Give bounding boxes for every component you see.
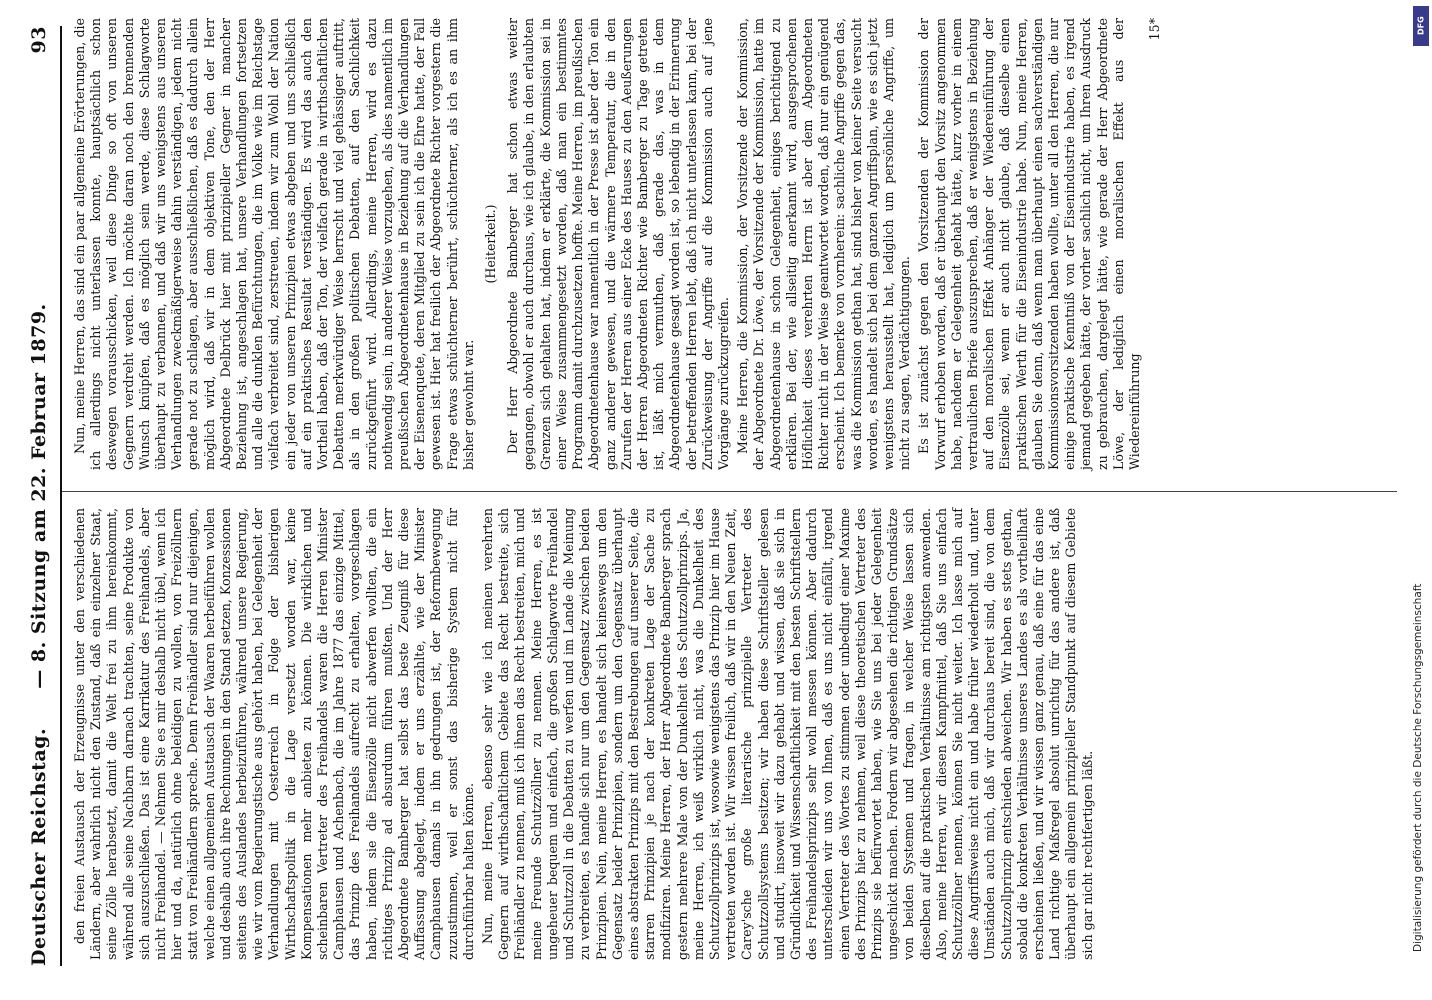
funding-caption: Digitalisierung gefördert durch die Deutsche Forschungsgemeinschaft <box>1412 583 1424 952</box>
left-column <box>72 508 1392 960</box>
header-title: Deutscher Reichstag. <box>28 727 50 966</box>
paragraph: den freien Austausch der Erzeugnisse unter den verschiedenen Ländern, aber wahrlich nicht den Zustand, daß ein einzelner Staat, seine Zölle herabsetzt, damit die Welt frei zu ihm hereinkommt, während alle seine Nachbarn darnach trachten, seine Produkte von sich auszuschließen. Das ist eine Karrikatur des Freihandels, aber nicht Freihandel. — Nehmen Sie es mir deshalb nicht übel, wenn ich hier und da, natürlich ohne beleidigen zu wollen, von Freizöllnern statt von Freihändlern spreche. Denn Freihändler sind nur diejenigen, welche einen allgemeinen Austausch der Waaren herbeiführen wollen und deshalb auch ihre Rechnungen in den Stand setzen, Konzessionen seitens des Auslandes herbeizuführen, während unsere Regierung, wie wir vom Regierungstische aus gehört haben, bei Gelegenheit der Verhandlungen mit Oesterreich in Folge der bisherigen Wirthschaftspolitik in die Lage versetzt worden war, keine Kompensationen mehr anbieten zu können. Die wirklichen und scheinbaren Vertreter des Freihandels waren die Herren Minister Camphausen und Achenbach, die im Jahre 1877 das einzige Mittel, das Prinzip des Freihandels aufrecht zu erhalten, vorgeschlagen haben, indem sie die Eisenzölle nicht abwerfen wollten, die ein richtiges Prinzip ad absurdum führen mußten. Und der Herr Abgeordnete Bamberger hat selbst das beste Zeugniß für diese Auffassung abgelegt, indem er uns erzählte, wie der Minister Camphausen damals in ihn gedrungen ist, der Reformbewegung zuzustimmen, weil er sonst das bisherige System nicht für durchführbar halten könne. <box>72 508 476 960</box>
paragraph: Meine Herren, die Kommission, der Vorsitzende der Kommission, der Abgeordnete Dr. Löwe, der Vorsitzende der Kommission, hatte im Abgeordnetenhause in schon Gelegenheit, einiges berichtigend zu erklären. Bei der, wie allseitig anerkannt wird, ausgesprochenen Höflichkeit dieses verehrten Herrn ist aber dem Abgeordneten Richter nicht in der Weise geantwortet worden, daß nur ein genügend erscheint. Ich bemerke von vornherein: sachliche Angriffe gegen das, was die Kommission gethan hat, sind bisher von keiner Seite versucht worden, es handelt sich bei dem ganzen Angriffsplan, wie es sich jetzt wenigstens herausstellt hat, lediglich um persönliche Angriffe, um nicht zu sagen, Verdächtigungen. <box>735 18 913 470</box>
column-divider <box>62 491 1397 492</box>
interjection: (Heiterkeit.) <box>483 204 499 284</box>
paragraph: Der Herr Abgeordnete Bamberger hat schon etwas weiter gegangen, obwohl er auch durchaus, wie ich glaube, in den erlaubten Grenzen sich gehalten hat, indem er erklärte, die Kommission sei in einer Weise zusammengesetzt worden, daß man ein bestimmtes Programm damit durchzusetzen hoffte. Meine Herren, im preußischen Abgeordnetenhause war namentlich in der Presse ist aber der Ton ein ganz anderer gewesen, und die wärmere Temperatur, die in den Zurufen der Herren aus einer Ecke des Hauses zu den Aeußerungen der Herren Abgeordneten Richter wie Bamberger zu Tage getreten ist, läßt mich vermuthen, daß gerade das, was in dem Abgeordnetenhause gesagt worden ist, so lebendig in der Erinnerung der betreffenden Herren lebt, daß ich nicht unterlassen kann, bei der Zurückweisung der Angriffe auf die Kommission auch auf jene Vorgänge zurückzugreifen. <box>505 18 731 470</box>
digitization-sidebar <box>1410 0 1432 1000</box>
right-column <box>72 18 1392 470</box>
page-number: 93 <box>28 26 50 54</box>
paragraph: Nun, meine Herren, ebenso sehr wie ich meinen verehrten Gegnern auf wirthschaftlichem Gebiete das Recht bestreite, sich Freihändler zu nennen, muß ich ihnen das Recht bestreiten, mich und meine Freunde Schutzzöllner zu nennen. Meine Herren, es ist ungeheuer bequem und einfach, die großen Schlagworte Freihandel und Schutzzoll in die Debatten zu werfen und im Lande die Meinung zu verbreiten, es handle sich nur um den Gegensatz zwischen beiden Prinzipien. Nein, meine Herren, es handelt sich keineswegs um den Gegensatz beider Prinzipien, sondern um den Gegensatz überhaupt eines abstrakten Prinzips mit den Bestrebungen auf unserer Seite, die starren Prinzipien je nach der konkreten Lage der Sache zu modifiziren. Meine Herren, der Herr Abgeordnete Bamberger sprach gestern mehrere Male von der Dunkelheit des Schutzzollprinzips. Ja, meine Herren, ich weiß wirklich nicht, was die Dunkelheit des Schutzzollprinzips ist, wosowie wenigstens das Prinzip hier im Hause vertreten worden ist. Wir wissen freilich, daß wir in den Neuen Zeit, Carey'sche große literarische prinzipielle Vertreter des Schutzzollsystems besitzen; wir haben diese Schriftsteller gelesen und studirt, insoweit wir dazu gehabt und wissen, daß sie sich in Gründlichkeit und Wissenschaftlichkeit mit den besten Schriftstellern des Freihandelsprinzips sehr wohl messen können. Aber dadurch unterscheiden wir uns von Ihnen, daß es uns nicht einfällt, irgend einen Vertreter des Wortes zu stimmen oder unbedingt einer Maxime des Prinzips hier zu nehmen, weil diese theoretischen Vertreter des Prinzips sie befürwortet haben, wie Sie uns bei jeder Gelegenheit ungeschickt machen. Fordern wir abgesehen die richtigen Grundsätze von beiden Systemen und fragen, in welcher Weise lassen sich dieselben auf die praktischen Verhältnisse am richtigsten anwenden. Also, meine Herren, wir diesen Kampfmittel, daß Sie uns einfach Schutzzöllner nennen, können Sie nicht weiter. Ich lasse mich auf diese Angriffsweise nicht ein und habe früher wiederholt und, unter Umständen auch mich, daß wir durchaus bereit sind, die von dem Schutzzollprinzip entschieden abweichen. Wir haben es stets gethan, sobald die konkreten Verhältnisse unseres Landes es als vortheilhaft erscheinen ließen, und wir wissen ganz genau, daß eine für das eine Land richtige Maßregel absolut unrichtig für das andere ist, daß überhaupt ein allgemein prinzipieller Standpunkt auf diesem Gebiete sich gar nicht rechtfertigen läßt. <box>480 508 1095 960</box>
paragraph: Es ist zunächst gegen den Vorsitzenden der Kommission der Vorwurf erhoben worden, daß er überhaupt den Vorsitz angenommen habe, nachdem er Gelegenheit gehabt hätte, kurz vorher in einem vertraulichen Briefe auszusprechen, daß er wenigstens in Beziehung auf den moralischen Effekt Anhänger der Wiedereinführung der Eisenzölle sei, wenn er auch nicht glaube, daß dieselbe einen praktischen Werth für die Eisenindustrie habe. Nun, meine Herren, glauben Sie denn, daß wenn man überhaupt einen sachverständigen Kommissionsvorsitzenden haben wollte, unter all den Herren, die nur einige praktische Kenntniß von der Eisenindustrie haben, es irgend jemand gegeben hätte, der vorher sachlich nicht, um Ihren Ausdruck zu gebrauchen, dargelegt hätte, wie gerade der Herr Abgeordnete Löwe, der lediglich einen moralischen Effekt aus der Wiedereinführung <box>916 18 1142 470</box>
page-header <box>28 26 58 966</box>
header-rule <box>60 26 62 966</box>
paragraph: Nun, meine Herren, das sind ein paar allgemeine Erörterungen, die ich allerdings nicht unterlassen konnte, hauptsächlich schon deswegen vorausschicken, weil diese Dinge so oft von unseren Gegnern verdreht werden. Ich möchte daran noch den brennenden Wunsch knüpfen, daß es möglich sein werde, diese Schlagworte überhaupt zu verbannen, und daß wir uns wenigstens aus unseren Verhandlungen zweckmäßigerweise dahin verständigen, jedem nicht gerade not zu schlagen, aber ausschließlichen, daß es dadurch allein möglich wird, daß wir in dem objektiven Tone, den der Herr Abgeordnete Delbrück hier mit prinzipieller Gegner in mancher Beziehung ist, angeschlagen hat, unsere Verhandlungen fortsetzen und alle die dunklen Befürchtungen, die im Volke wie im Reichstage vielfach verbreitet sind, zerstreuen, indem wir zum Wohl der Nation ein jeder von unseren Prinzipien etwas abgeben und uns schließlich auf ein praktisches Resultat verständigen. Es wird das auch den Vortheil haben, daß der Ton, der vielfach gerade in wirthschaftlichen Debatten merkwürdiger Weise herrscht und viel gehässiger auftritt, als in den großen politischen Debatten, auf den Sachlichkeit zurückgeführt wird. Allerdings, meine Herren, wird es dazu nothwendig sein, in anderer Weise vorzugehen, als dies namentlich im preußischen Abgeordnetenhause in Beziehung auf die Verhandlungen der Eisenenquete, deren Mitglied zu sein ich die Ehre hatte, der Fall gewesen ist. Hier hat freilich der Abgeordnete Richter vorgestern die Frage etwas schüchterner berührt, schüchterner, als ich es an ihm bisher gewohnt war. <box>72 18 476 470</box>
signature-mark: 15* <box>1147 18 1163 41</box>
header-session: — 8. Sitzung am 22. Februar 1879. <box>28 303 50 689</box>
dfg-logo: DFG <box>1413 6 1429 46</box>
